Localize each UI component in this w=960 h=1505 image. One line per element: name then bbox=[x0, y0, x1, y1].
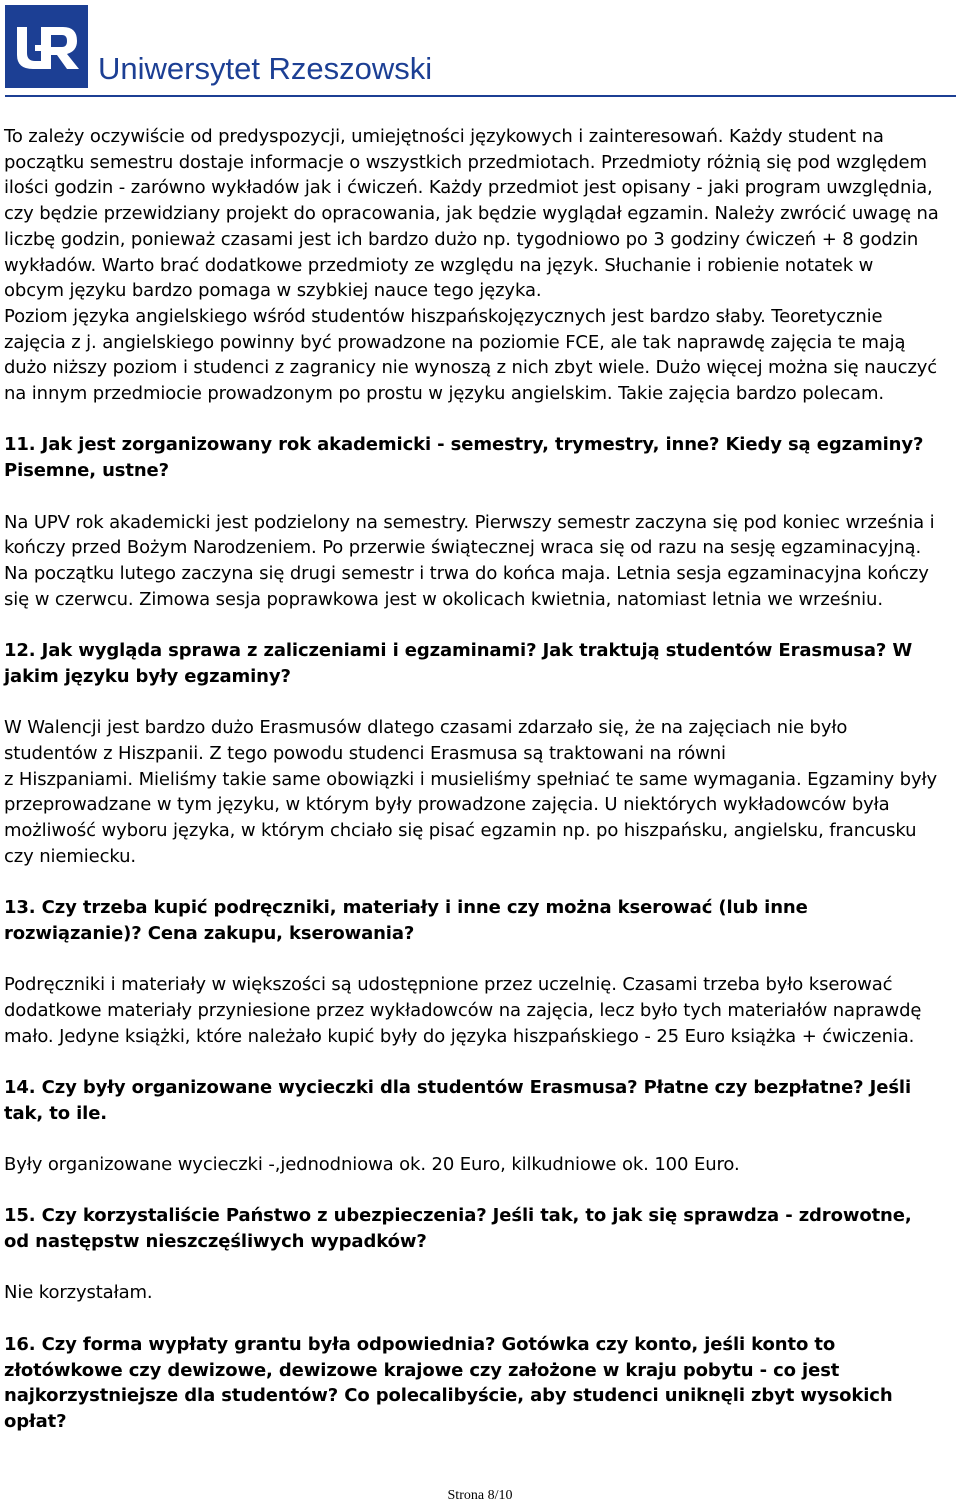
text-line: najkorzystniejsze dla studentów? Co polecalibyście, aby studenci uniknęli zbyt wysokich bbox=[4, 1385, 893, 1407]
answer-paragraph bbox=[4, 1280, 956, 1306]
text-line: Poziom języka angielskiego wśród studentów hiszpańskojęzycznych jest bardzo słaby. Teoretycznie bbox=[4, 305, 883, 327]
question-heading bbox=[4, 1203, 956, 1254]
page-number: Strona 8/10 bbox=[447, 1488, 513, 1503]
text-line: dodatkowe materiały przyniesione przez wykładowców na zajęcia, lecz było tych materiałów naprawdę bbox=[4, 999, 922, 1021]
text-line: początku semestru dostaje informacje o wszystkich przedmiotach. Przedmioty różnią się pod względem bbox=[4, 151, 927, 173]
text-line: przeprowadzane w tym języku, w którym były prowadzone zajęcia. U niektórych wykładowców była bbox=[4, 794, 890, 816]
text-line: kończy przed Bożym Narodzeniem. Po przerwie świątecznej wraca się od razu na sesję egzaminacyjną. bbox=[4, 537, 922, 559]
text-line: z Hiszpaniami. Mieliśmy takie same obowiązki i musieliśmy spełniać te same wymagania. Egzaminy były bbox=[4, 768, 938, 790]
text-line: na innym przedmiocie prowadzonym po prostu w języku angielskim. Takie zajęcia bardzo polecam. bbox=[4, 383, 884, 405]
text-line: dużo niższy poziom i studenci z zagranicy nie wynoszą z nich zbyt wiele. Dużo więcej można się nauczyć bbox=[4, 357, 938, 379]
text-line: W Walencji jest bardzo dużo Erasmusów dlatego czasami zdarzało się, że na zajęciach nie było bbox=[4, 717, 848, 739]
text-line: Na początku lutego zaczyna się drugi semestr i trwa do końca maja. Letnia sesja egzaminacyjna kończy bbox=[4, 562, 929, 584]
ur-logo-icon bbox=[5, 5, 88, 88]
text-line: czy będzie przewidziany projekt do opracowania, jak będzie wyglądał egzamin. Należy zwrócić uwagę na bbox=[4, 203, 939, 225]
text-line: 15. Czy korzystaliście Państwo z ubezpieczenia? Jeśli tak, to jak się sprawdza - zdrowotne, bbox=[4, 1205, 912, 1227]
text-line: Podręczniki i materiały w większości są udostępnione przez uczelnię. Czasami trzeba było kserować bbox=[4, 974, 893, 996]
text-line: tak, to ile. bbox=[4, 1102, 108, 1124]
answer-paragraph bbox=[4, 124, 956, 407]
document-body bbox=[4, 124, 956, 1460]
answer-paragraph bbox=[4, 510, 956, 613]
text-line: 14. Czy były organizowane wycieczki dla studentów Erasmusa? Płatne czy bezpłatne? Jeśli bbox=[4, 1076, 912, 1098]
text-line: 13. Czy trzeba kupić podręczniki, materiały i inne czy można kserować (lub inne bbox=[4, 897, 808, 919]
text-line: od następstw nieszczęśliwych wypadków? bbox=[4, 1231, 427, 1253]
text-line: 11. Jak jest zorganizowany rok akademicki - semestry, trymestry, inne? Kiedy są egzaminy? bbox=[4, 434, 924, 456]
answer-paragraph bbox=[4, 1152, 956, 1178]
text-line: studentów z Hiszpanii. Z tego powodu studenci Erasmusa są traktowani na równi bbox=[4, 742, 726, 764]
text-line: ilości godzin - zarówno wykładów jak i ćwiczeń. Każdy przedmiot jest opisany - jaki program uwzględnia, bbox=[4, 177, 933, 199]
text-line: 16. Czy forma wypłaty grantu była odpowiednia? Gotówka czy konto, jeśli konto to bbox=[4, 1333, 836, 1355]
text-line: 12. Jak wygląda sprawa z zaliczeniami i egzaminami? Jak traktują studentów Erasmusa? W bbox=[4, 640, 913, 662]
text-line: jakim języku były egzaminy? bbox=[4, 665, 291, 687]
page-header bbox=[0, 0, 960, 100]
question-heading bbox=[4, 895, 956, 946]
university-name: Uniwersytet Rzeszowski bbox=[98, 51, 433, 86]
text-line: opłat? bbox=[4, 1410, 67, 1432]
text-line: wykładów. Warto brać dodatkowe przedmioty ze względu na język. Słuchanie i robienie notatek w bbox=[4, 254, 874, 276]
question-heading bbox=[4, 1332, 956, 1435]
question-heading bbox=[4, 432, 956, 483]
text-line: liczbę godzin, ponieważ czasami jest ich bardzo dużo np. tygodniowo po 3 godziny ćwiczeń + 8 godzin bbox=[4, 228, 919, 250]
text-line: To zależy oczywiście od predyspozycji, umiejętności językowych i zainteresowań. Każdy student na bbox=[4, 126, 884, 147]
text-line: mało. Jedyne książki, które należało kupić były do języka hiszpańskiego - 25 Euro książka + ćwiczenia. bbox=[4, 1025, 915, 1047]
answer-paragraph bbox=[4, 715, 956, 869]
text-line: obcym języku bardzo pomaga w szybkiej nauce tego języka. bbox=[4, 280, 542, 302]
question-heading bbox=[4, 638, 956, 689]
question-heading bbox=[4, 1075, 956, 1126]
text-line: się w czerwcu. Zimowa sesja poprawkowa jest w okolicach kwietnia, natomiast letnia we wrześniu. bbox=[4, 588, 883, 610]
text-line: czy niemiecku. bbox=[4, 845, 137, 867]
text-line: Nie korzystałam. bbox=[4, 1282, 153, 1304]
text-line: złotówkowe czy dewizowe, dewizowe krajowe czy założone w kraju pobytu - co jest bbox=[4, 1359, 840, 1381]
text-line: Były organizowane wycieczki -,jednodniowa ok. 20 Euro, kilkudniowe ok. 100 Euro. bbox=[4, 1154, 740, 1175]
answer-paragraph bbox=[4, 972, 956, 1049]
text-line: rozwiązanie)? Cena zakupu, kserowania? bbox=[4, 922, 415, 944]
header-divider bbox=[5, 95, 956, 97]
text-line: zajęcia z j. angielskiego powinny być prowadzone na poziomie FCE, ale tak naprawdę zajęcia te mają bbox=[4, 331, 906, 353]
text-line: możliwość wyboru języka, w którym chciało się pisać egzamin np. po hiszpańsku, angielsku, francusku bbox=[4, 819, 917, 841]
text-line: Na UPV rok akademicki jest podzielony na semestry. Pierwszy semestr zaczyna się pod koniec września i bbox=[4, 511, 935, 533]
text-line: Pisemne, ustne? bbox=[4, 460, 169, 482]
